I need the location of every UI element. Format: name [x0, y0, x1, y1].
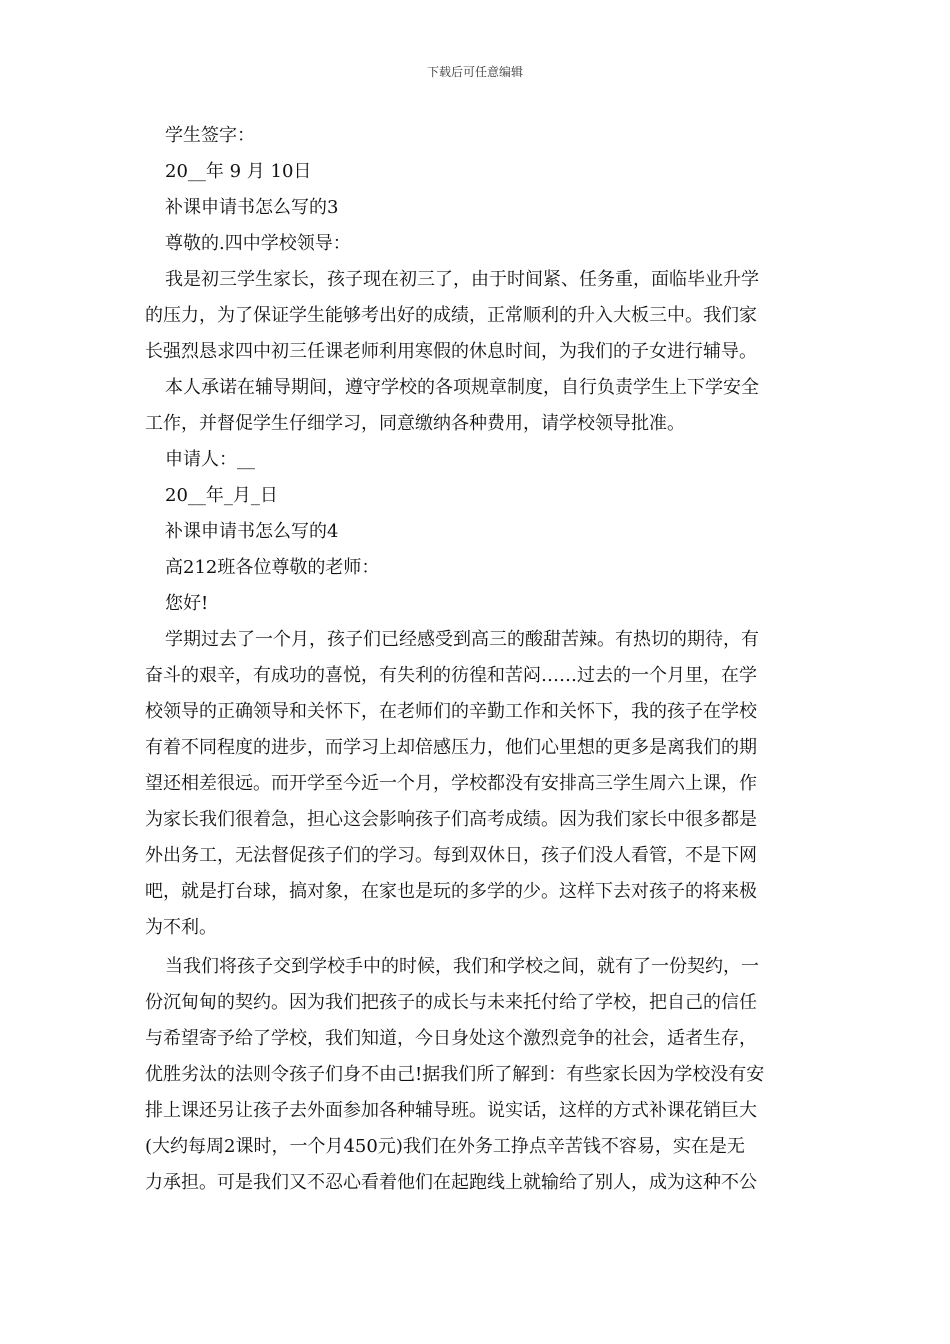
signature-line: 申请人：__ — [165, 449, 255, 470]
document-body — [145, 118, 807, 1201]
paragraph-line: 吧，就是打台球，搞对象，在家也是玩的多学的少。这样下去对孩子的将来极 — [145, 881, 757, 902]
greeting: 您好! — [165, 593, 209, 614]
section-title: 补课申请书怎么写的3 — [165, 197, 339, 218]
text-line: 学生签字： — [165, 125, 255, 146]
paragraph-line: 望还相差很远。而开学至今近一个月，学校都没有安排高三学生周六上课，作 — [145, 773, 757, 794]
paragraph-line: 份沉甸甸的契约。因为我们把孩子的成长与未来托付给了学校，把自己的信任 — [145, 992, 757, 1013]
paragraph-line: 工作，并督促学生仔细学习，同意缴纳各种费用，请学校领导批准。 — [145, 413, 685, 434]
paragraph-line: (大约每周2课时，一个月450元)我们在外务工挣点辛苦钱不容易，实在是无 — [145, 1136, 745, 1157]
paragraph-line: 长强烈恳求四中初三任课老师利用寒假的休息时间，为我们的子女进行辅导。 — [145, 341, 757, 362]
paragraph-line: 我是初三学生家长，孩子现在初三了，由于时间紧、任务重，面临毕业升学 — [165, 269, 759, 290]
page-header: 下载后可任意编辑 — [426, 65, 523, 79]
text-line: 20__年 9 月 10日 — [165, 161, 312, 182]
paragraph-line: 与希望寄予给了学校，我们知道，今日身处这个激烈竞争的社会，适者生存， — [145, 1028, 757, 1049]
paragraph-line: 校领导的正确领导和关怀下，在老师们的辛勤工作和关怀下，我的孩子在学校 — [145, 701, 757, 722]
paragraph-line: 学期过去了一个月，孩子们已经感受到高三的酸甜苦辣。有热切的期待，有 — [165, 629, 759, 650]
section-title: 补课申请书怎么写的4 — [165, 521, 339, 542]
paragraph-line: 本人承诺在辅导期间，遵守学校的各项规章制度，自行负责学生上下学安全 — [165, 377, 759, 398]
paragraph-line: 优胜劣汰的法则令孩子们身不由己!据我们所了解到：有些家长因为学校没有安 — [145, 1064, 765, 1085]
paragraph-line: 外出务工，无法督促孩子们的学习。每到双休日，孩子们没人看管，不是下网 — [145, 845, 757, 866]
paragraph-line: 当我们将孩子交到学校手中的时候，我们和学校之间，就有了一份契约，一 — [165, 956, 759, 977]
salutation: 高212班各位尊敬的老师： — [165, 557, 380, 578]
date-line: 20__年_月_日 — [165, 485, 278, 506]
salutation: 尊敬的.四中学校领导： — [165, 233, 351, 254]
paragraph-line: 力承担。可是我们又不忍心看着他们在起跑线上就输给了别人，成为这种不公 — [145, 1172, 757, 1193]
paragraph-line: 为家长我们很着急，担心这会影响孩子们高考成绩。因为我们家长中很多都是 — [145, 809, 757, 830]
paragraph-line: 为不利。 — [145, 917, 217, 938]
paragraph-line: 的压力，为了保证学生能够考出好的成绩，正常顺利的升入大板三中。我们家 — [145, 305, 757, 326]
paragraph-line: 排上课还另让孩子去外面参加各种辅导班。说实话，这样的方式补课花销巨大 — [145, 1100, 757, 1121]
paragraph-line: 有着不同程度的进步，而学习上却倍感压力，他们心里想的更多是离我们的期 — [145, 737, 757, 758]
paragraph-line: 奋斗的艰辛，有成功的喜悦，有失利的彷徨和苦闷……过去的一个月里，在学 — [145, 665, 757, 686]
